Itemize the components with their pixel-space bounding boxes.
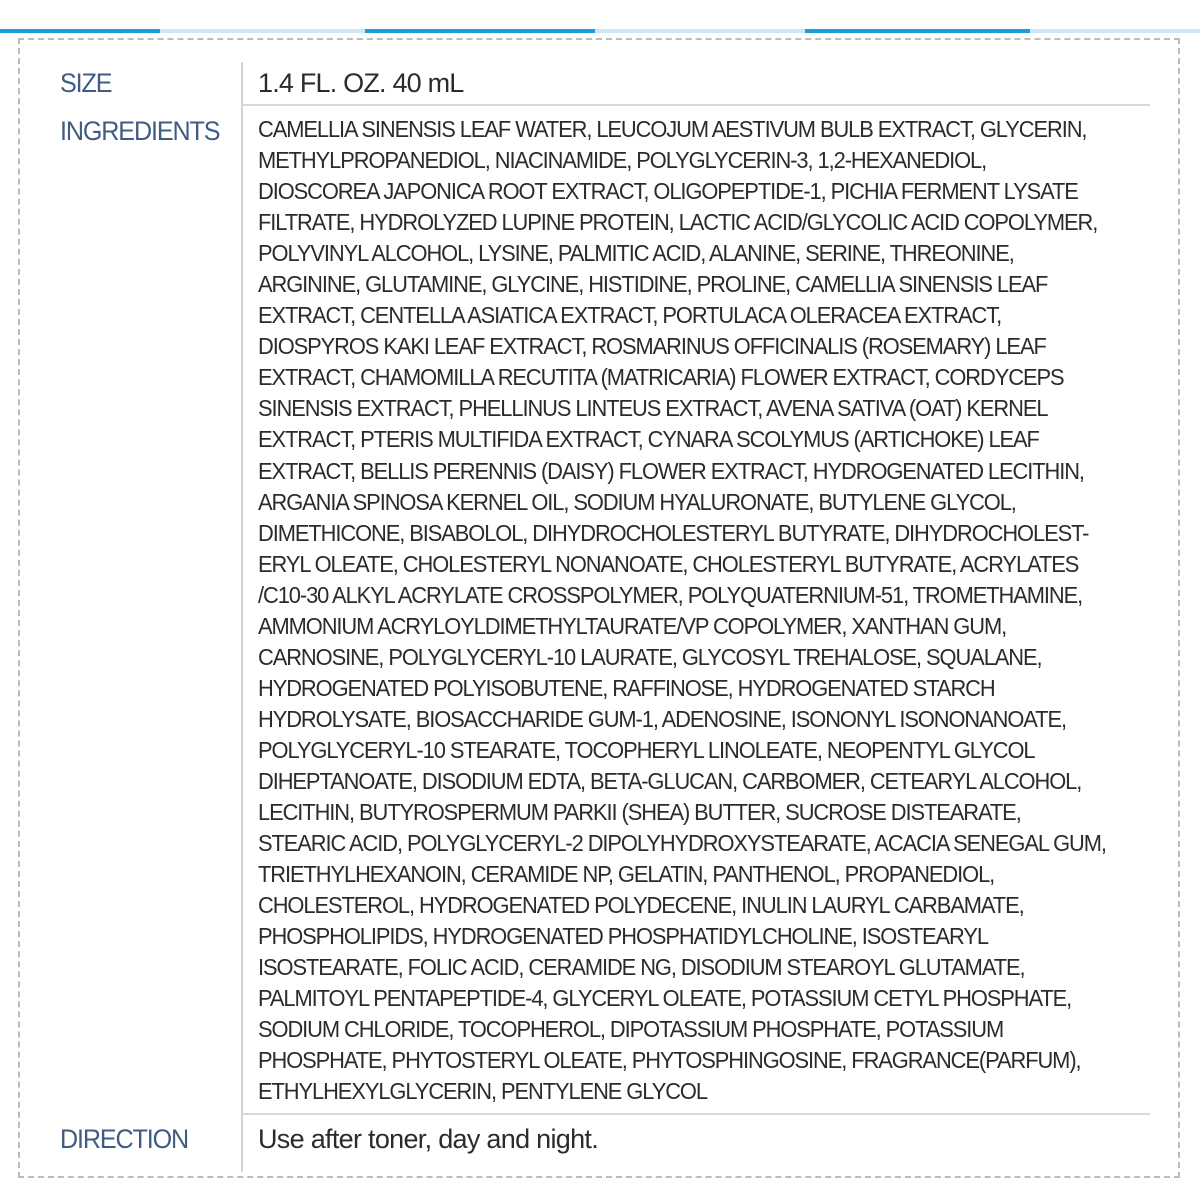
ingredients-line: PHOSPHOLIPIDS, HYDROGENATED PHOSPHATIDYLCHOLINE, ISOSTEARYL — [258, 923, 988, 950]
ingredients-line: AMMONIUM ACRYLOYLDIMETHYLTAURATE/VP COPOLYMER, XANTHAN GUM, — [258, 612, 1007, 639]
ingredients-line: STEARIC ACID, POLYGLYCERYL-2 DIPOLYHYDROXYSTEARATE, ACACIA SENEGAL GUM, — [258, 830, 1106, 857]
top-accent-bar — [0, 29, 1200, 33]
size-value: 1.4 FL. OZ. 40 mL — [258, 68, 464, 98]
direction-value: Use after toner, day and night. — [258, 1124, 599, 1154]
accent-segment — [0, 29, 160, 33]
ingredients-line: SINENSIS EXTRACT, PHELLINUS LINTEUS EXTRACT, AVENA SATIVA (OAT) KERNEL — [258, 395, 1048, 422]
ingredients-line: CHOLESTEROL, HYDROGENATED POLYDECENE, INULIN LAURYL CARBAMATE, — [258, 892, 1024, 919]
ingredients-line: ARGANIA SPINOSA KERNEL OIL, SODIUM HYALURONATE, BUTYLENE GLYCOL, — [258, 488, 1016, 515]
ingredients-line: POLYGLYCERYL-10 STEARATE, TOCOPHERYL LINOLEATE, NEOPENTYL GLYCOL — [258, 736, 1035, 763]
ingredients-line: ERYL OLEATE, CHOLESTERYL NONANOATE, CHOLESTERYL BUTYRATE, ACRYLATES — [258, 550, 1079, 577]
ingredients-line: CAMELLIA SINENSIS LEAF WATER, LEUCOJUM AESTIVUM BULB EXTRACT, GLYCERIN, — [258, 116, 1087, 142]
ingredients-line: PALMITOYL PENTAPEPTIDE-4, GLYCERYL OLEATE, POTASSIUM CETYL PHOSPHATE, — [258, 985, 1072, 1012]
ingredients-line: DIMETHICONE, BISABOLOL, DIHYDROCHOLESTERYL BUTYRATE, DIHYDROCHOLEST- — [258, 519, 1089, 546]
column-divider — [241, 62, 243, 1172]
ingredients-label: INGREDIENTS — [60, 116, 220, 146]
row-divider — [242, 104, 1150, 106]
ingredients-line: CARNOSINE, POLYGLYCERYL-10 LAURATE, GLYCOSYL TREHALOSE, SQUALANE, — [258, 643, 1042, 670]
ingredients-line: POLYVINYL ALCOHOL, LYSINE, PALMITIC ACID, ALANINE, SERINE, THREONINE, — [258, 240, 1014, 267]
ingredients-line: METHYLPROPANEDIOL, NIACINAMIDE, POLYGLYCERIN-3, 1,2-HEXANEDIOL, — [258, 147, 987, 174]
row-divider — [242, 1113, 1150, 1115]
ingredients-text — [258, 114, 1178, 1108]
ingredients-line: ETHYLHEXYLGLYCERIN, PENTYLENE GLYCOL — [258, 1078, 707, 1105]
ingredients-line: ARGININE, GLUTAMINE, GLYCINE, HISTIDINE, PROLINE, CAMELLIA SINENSIS LEAF — [258, 271, 1048, 298]
ingredients-line: EXTRACT, CHAMOMILLA RECUTITA (MATRICARIA) FLOWER EXTRACT, CORDYCEPS — [258, 364, 1064, 391]
direction-label: DIRECTION — [60, 1124, 189, 1154]
ingredients-line: HYDROLYSATE, BIOSACCHARIDE GUM-1, ADENOSINE, ISONONYL ISONONANOATE, — [258, 705, 1066, 732]
ingredients-line: EXTRACT, PTERIS MULTIFIDA EXTRACT, CYNARA SCOLYMUS (ARTICHOKE) LEAF — [258, 426, 1039, 453]
ingredients-line: DIHEPTANOATE, DISODIUM EDTA, BETA-GLUCAN, CARBOMER, CETEARYL ALCOHOL, — [258, 767, 1082, 794]
ingredients-line: ISOSTEARATE, FOLIC ACID, CERAMIDE NG, DISODIUM STEAROYL GLUTAMATE, — [258, 954, 1025, 981]
ingredients-line: HYDROGENATED POLYISOBUTENE, RAFFINOSE, HYDROGENATED STARCH — [258, 674, 995, 701]
ingredients-line: TRIETHYLHEXANOIN, CERAMIDE NP, GELATIN, PANTHENOL, PROPANEDIOL, — [258, 861, 995, 888]
ingredients-line: EXTRACT, BELLIS PERENNIS (DAISY) FLOWER EXTRACT, HYDROGENATED LECITHIN, — [258, 457, 1084, 484]
ingredients-line: FILTRATE, HYDROLYZED LUPINE PROTEIN, LACTIC ACID/GLYCOLIC ACID COPOLYMER, — [258, 209, 1098, 236]
accent-segment — [365, 29, 595, 33]
size-label: SIZE — [60, 68, 112, 98]
accent-segment — [805, 29, 1030, 33]
ingredients-line: SODIUM CHLORIDE, TOCOPHEROL, DIPOTASSIUM PHOSPHATE, POTASSIUM — [258, 1016, 1004, 1043]
ingredients-line: DIOSCOREA JAPONICA ROOT EXTRACT, OLIGOPEPTIDE-1, PICHIA FERMENT LYSATE — [258, 178, 1078, 205]
ingredients-line: /C10-30 ALKYL ACRYLATE CROSSPOLYMER, POLYQUATERNIUM-51, TROMETHAMINE, — [258, 581, 1083, 608]
ingredients-line: EXTRACT, CENTELLA ASIATICA EXTRACT, PORTULACA OLERACEA EXTRACT, — [258, 302, 1002, 329]
ingredients-line: PHOSPHATE, PHYTOSTERYL OLEATE, PHYTOSPHINGOSINE, FRAGRANCE(PARFUM), — [258, 1047, 1081, 1074]
ingredients-line: DIOSPYROS KAKI LEAF EXTRACT, ROSMARINUS OFFICINALIS (ROSEMARY) LEAF — [258, 333, 1046, 360]
ingredients-line: LECITHIN, BUTYROSPERMUM PARKII (SHEA) BUTTER, SUCROSE DISTEARATE, — [258, 799, 1021, 826]
